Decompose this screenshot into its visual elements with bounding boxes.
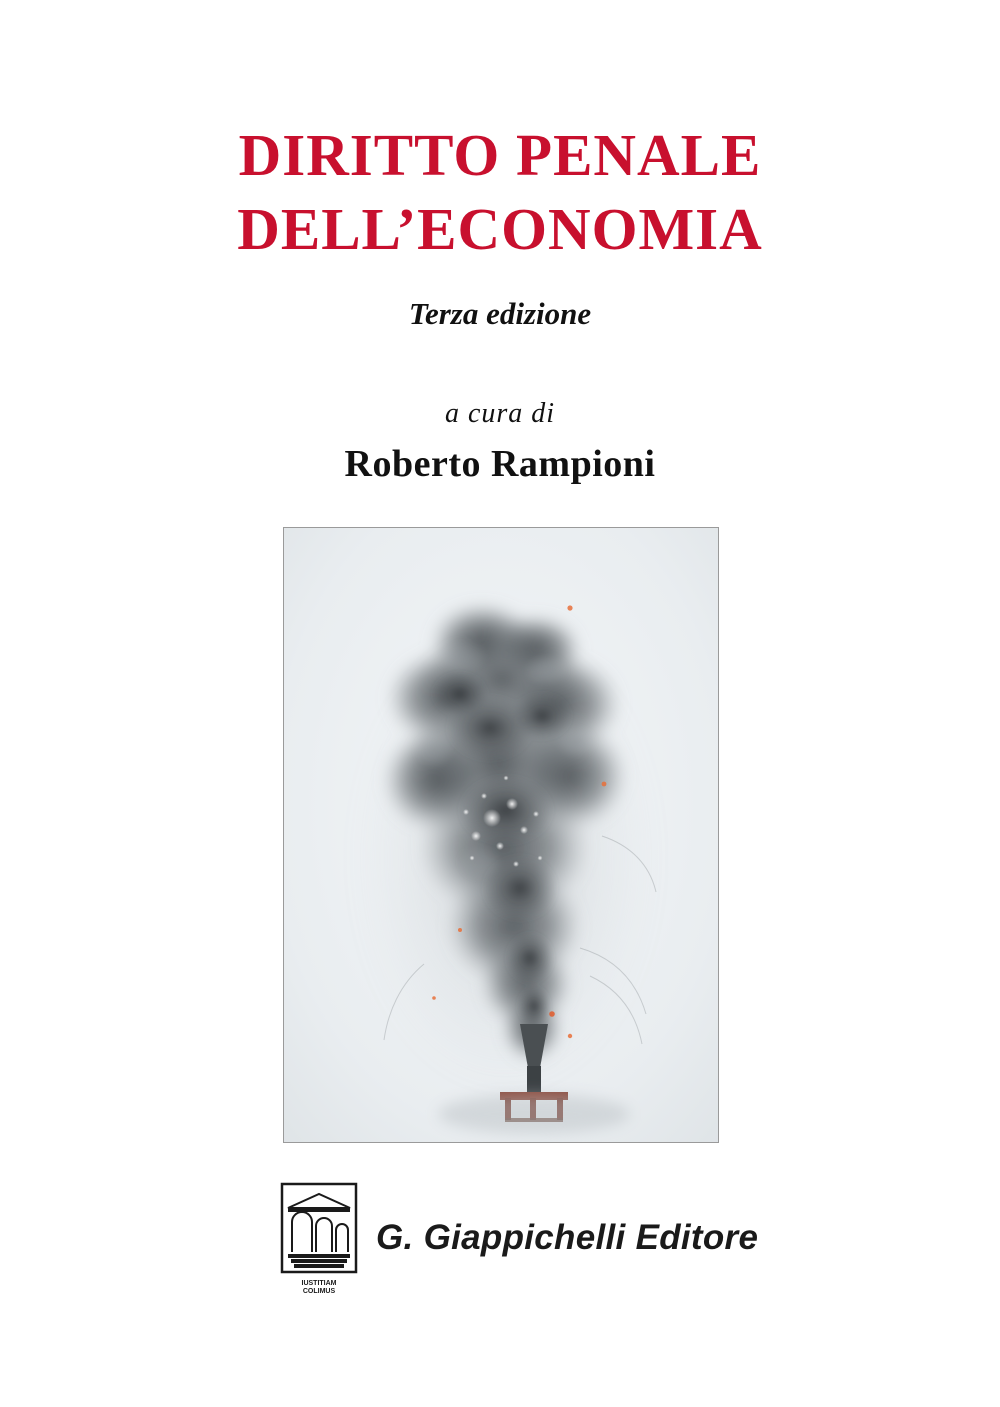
- publisher-block: [280, 1178, 759, 1298]
- giappichelli-arch-logo: [280, 1182, 358, 1294]
- title-line-1: DIRITTO PENALE: [238, 122, 762, 188]
- smoke-plume-illustration: [284, 528, 718, 1142]
- svg-text:COLIMUS: COLIMUS: [302, 1288, 336, 1294]
- editor-prefix: a cura di: [444, 398, 556, 429]
- cover-artwork: [283, 527, 719, 1143]
- edition-label: Terza edizione: [408, 296, 592, 331]
- publisher-name: G. Giappichelli Editore: [376, 1218, 759, 1257]
- editor-name: Roberto Rampioni: [344, 443, 656, 485]
- page-title: [0, 118, 1000, 266]
- title-line-2: DELL’ECONOMIA: [237, 196, 763, 262]
- svg-text:IUSTITIAM: IUSTITIAM: [301, 1280, 337, 1287]
